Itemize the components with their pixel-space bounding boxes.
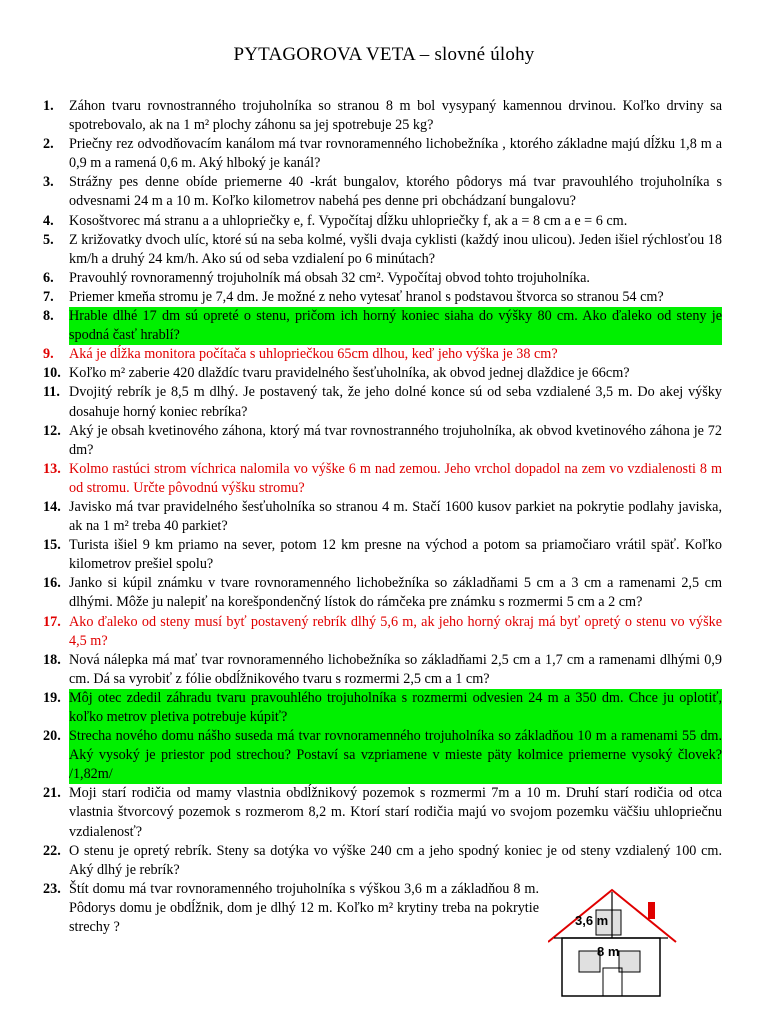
problem-item bbox=[40, 97, 722, 135]
problem-item bbox=[40, 422, 722, 460]
problem-item bbox=[40, 460, 722, 498]
problem-number: 8. bbox=[43, 308, 54, 325]
problem-number: 11. bbox=[43, 384, 60, 401]
problem-item bbox=[40, 288, 722, 307]
problem-item bbox=[40, 135, 722, 173]
problem-text: Javisko má tvar pravidelného šesťuholníka so stranou 4 m. Stačí 1600 kusov parkiet na pokrytie podlahy javiska, ak na 1 m² treba 40 parkiet? bbox=[69, 498, 722, 535]
problem-number: 18. bbox=[43, 651, 61, 668]
problem-item bbox=[40, 727, 722, 784]
problem-text: Kosoštvorec má stranu a a uhlopriečky e, f. Vypočítaj dĺžku uhlopriečky f, ak a = 8 cm a e = 6 cm. bbox=[69, 212, 628, 229]
problem-text: Dvojitý rebrík je 8,5 m dlhý. Je postavený tak, že jeho dolné konce sú od seba vzdialené 3,5 m. Do akej výšky dosahuje horný koniec rebríka? bbox=[69, 384, 722, 420]
house-icon bbox=[548, 888, 683, 998]
problem-text: Strážny pes denne obíde priemerne 40 -krát bungalov, ktorého pôdorys má tvar pravouhlého trojuholníka s odvesnami 24 m a 10 m. Koľko kilometrov nabehá pes denne pri obchádzaní bungalovu? bbox=[69, 174, 722, 210]
problem-text: Janko si kúpil známku v tvare rovnoramenného lichobežníka so základňami 5 cm a 3 cm a ramenami 2,5 cm dlhými. Môže ju nalepiť na korešpondenčný lístok do rámčeka pre známku s rozmermi 5 cm a 2 cm? bbox=[69, 575, 722, 611]
problem-number: 22. bbox=[43, 842, 61, 859]
problem-number: 9. bbox=[43, 346, 54, 363]
problem-text: Aký je obsah kvetinového záhona, ktorý má tvar rovnostranného trojuholníka, ak obvod kvetinového záhona je 72 dm? bbox=[69, 422, 722, 458]
problem-item bbox=[40, 536, 722, 574]
height-label: 3,6 m bbox=[575, 913, 609, 928]
base-label: 8 m bbox=[597, 944, 620, 959]
problem-text: Priemer kmeňa stromu je 7,4 dm. Je možné z neho vytesať hranol s podstavou štvorca so stranou 54 cm? bbox=[69, 288, 664, 305]
problem-number: 3. bbox=[43, 174, 54, 191]
problem-number: 2. bbox=[43, 136, 54, 153]
problem-item bbox=[40, 784, 722, 841]
problem-item bbox=[40, 307, 722, 345]
problem-item bbox=[40, 842, 722, 880]
problem-text: Kolmo rastúci strom víchrica nalomila vo výške 6 m nad zemou. Jeho vrchol dopadol na zem vo vzdialenosti 8 m od stromu. Určte pôvodnú výšku stromu? bbox=[69, 460, 722, 496]
problem-number: 16. bbox=[43, 575, 61, 592]
problem-text: Moji starí rodičia od mamy vlastnia obdĺžnikový pozemok s rozmermi 7m a 10 m. Druhí starí rodičia od otca vlastnia štvorcový pozemok s rozmerom 8,2 m. Ktorí starí rodičia majú vo svojom pozemku väčšiu uhlopriečnu vzdialenosť? bbox=[69, 785, 722, 840]
problem-text: Koľko m² zaberie 420 dlaždíc tvaru pravidelného šesťuholníka, ak obvod jednej dlaždice je 66cm? bbox=[69, 365, 630, 382]
problem-text: Aká je dĺžka monitora počítača s uhlopriečkou 65cm dlhou, keď jeho výška je 38 cm? bbox=[69, 346, 558, 363]
problem-item bbox=[40, 498, 722, 536]
page-title: PYTAGOROVA VETA – slovné úlohy bbox=[233, 44, 535, 65]
chimney bbox=[648, 902, 655, 919]
problem-item bbox=[40, 689, 722, 727]
problem-number: 10. bbox=[43, 365, 61, 382]
problem-item bbox=[40, 574, 722, 612]
problem-number: 5. bbox=[43, 231, 54, 248]
problem-number: 6. bbox=[43, 269, 54, 286]
problem-text: Môj otec zdedil záhradu tvaru pravouhlého trojuholníka s rozmermi odvesien 24 m a 350 dm. Chce ju oplotiť, koľko metrov pletiva potrebuje kúpiť? bbox=[69, 689, 722, 727]
problem-text: Priečny rez odvodňovacím kanálom má tvar rovnoramenného lichobežníka , ktorého základne majú dĺžku 1,8 m a 0,9 m a ramená 0,6 m. Aký hlboký je kanál? bbox=[69, 136, 722, 172]
problem-text: Nová nálepka má mať tvar rovnoramenného lichobežníka so základňami 2,5 cm a 1,7 cm a ramenami dlhými 0,9 cm. Dá sa vyrobiť z fólie obdĺžnikového tvaru s rozmermi 2,5 cm a 1 cm? bbox=[69, 651, 722, 687]
problem-text: Ako ďaleko od steny musí byť postavený rebrík dlhý 5,6 m, ak jeho horný okraj má byť opretý o stenu vo výške 4,5 m? bbox=[69, 613, 722, 649]
problem-item bbox=[40, 212, 722, 231]
problem-text: Štít domu má tvar rovnoramenného trojuholníka s výškou 3,6 m a základňou 8 m. Pôdorys domu je obdĺžnik, dom je dlhý 12 m. Koľko m² krytiny treba na pokrytie strechy ? bbox=[69, 880, 539, 936]
problem-text: Z križovatky dvoch ulíc, ktoré sú na seba kolmé, vyšli dvaja cyklisti (každý inou ulicou). Jeden išiel rýchlosťou 18 km/h a druhý 24 km/h. Ako sú od seba vzdialení po 6 minútach? bbox=[69, 231, 722, 267]
problem-number: 4. bbox=[43, 212, 54, 229]
problem-item bbox=[40, 231, 722, 269]
problem-item bbox=[40, 364, 722, 383]
problem-number: 14. bbox=[43, 498, 61, 515]
problem-number: 21. bbox=[43, 785, 61, 802]
problem-number: 15. bbox=[43, 537, 61, 554]
problem-number: 13. bbox=[43, 460, 61, 477]
problem-text: Pravouhlý rovnoramenný trojuholník má obsah 32 cm². Vypočítaj obvod tohto trojuholníka. bbox=[69, 269, 590, 286]
problem-item bbox=[40, 269, 722, 288]
problem-text: O stenu je opretý rebrík. Steny sa dotýka vo výške 240 cm a jeho spodný koniec je od steny vzdialený 100 cm. Aký dlhý je rebrík? bbox=[69, 842, 722, 878]
problem-item bbox=[40, 173, 722, 211]
problem-number: 17. bbox=[43, 613, 61, 630]
problem-number: 23. bbox=[43, 880, 61, 897]
problem-number: 7. bbox=[43, 288, 54, 305]
problem-item bbox=[40, 383, 722, 421]
problem-list bbox=[40, 97, 722, 937]
problem-text: Turista išiel 9 km priamo na sever, potom 12 km presne na východ a potom sa priamočiaro vrátil späť. Koľko kilometrov prešiel spolu? bbox=[69, 537, 722, 573]
problem-text: Strecha nového domu nášho suseda má tvar rovnoramenného trojuholníka so základňou 10 m a ramenami 55 dm. Aký vysoký je priestor pod strechou? Postaví sa vzpriamene v mieste päty kolmice priemerne vysoký človek? /1,82m/ bbox=[69, 727, 722, 784]
problem-text: Záhon tvaru rovnostranného trojuholníka so stranou 8 m bol vysypaný kamennou drvinou. Koľko drviny sa spotrebovalo, ak na 1 m² plochy záhonu sa jej spotrebuje 25 kg? bbox=[69, 98, 722, 134]
problem-item bbox=[40, 613, 722, 651]
problem-number: 1. bbox=[43, 98, 54, 114]
problem-number: 19. bbox=[43, 689, 61, 706]
problem-text: Hrable dlhé 17 dm sú opreté o stenu, pričom ich horný koniec siaha do výšky 80 cm. Ako ďaleko od steny je spodná časť hrablí? bbox=[69, 307, 722, 345]
problem-number: 12. bbox=[43, 422, 61, 439]
problem-item bbox=[40, 345, 722, 364]
problem-number: 20. bbox=[43, 728, 61, 745]
problem-item bbox=[40, 651, 722, 689]
